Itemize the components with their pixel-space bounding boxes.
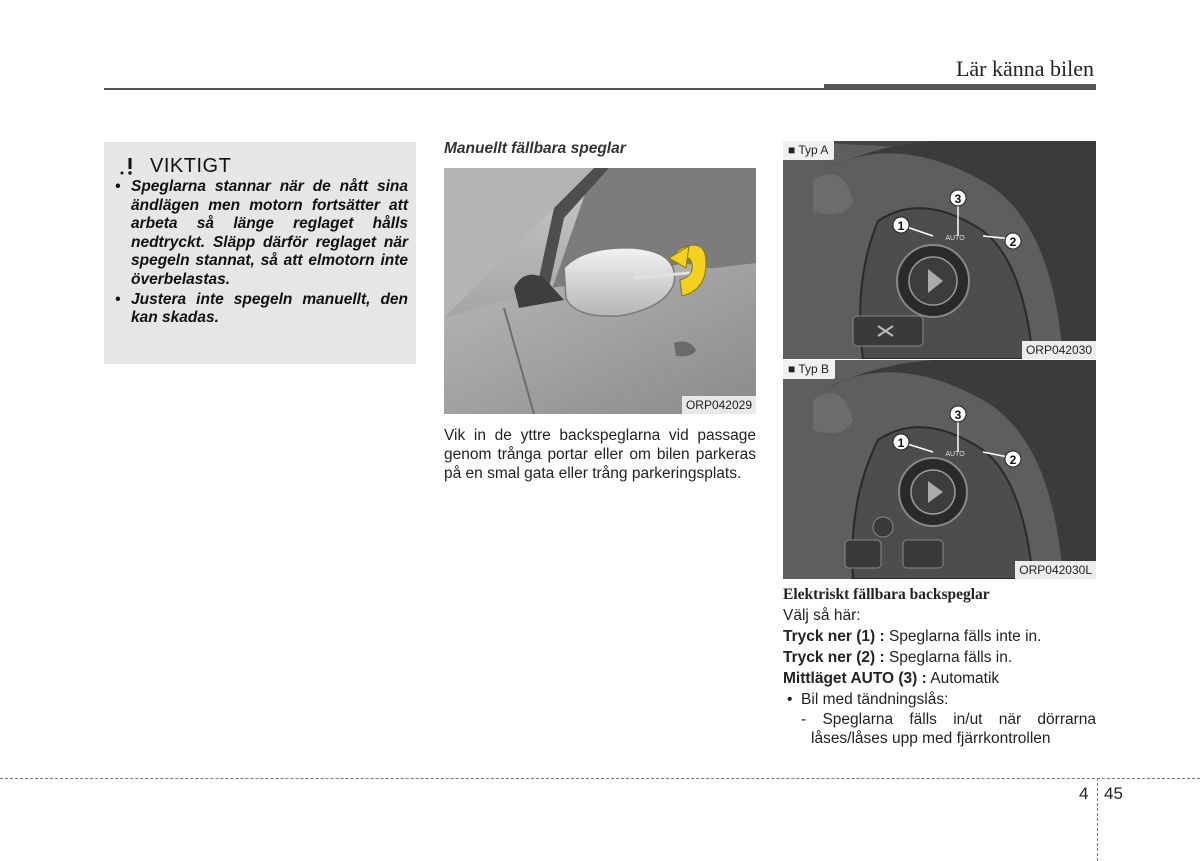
manual-mirrors-heading: Manuellt fällbara speglar [444,140,626,157]
auto-label: AUTO [945,235,965,242]
type-a-tag: ■ Typ A [783,141,834,160]
photo-code-a: ORP042030 [1022,341,1096,359]
mirror-photo [444,168,756,414]
instruction-line: Tryck ner (1) : Speglarna fälls inte in. [783,628,1042,645]
warning-item: • Justera inte spegeln manuellt, den kan skadas. [115,290,408,327]
callout-2: 2 [1009,235,1017,249]
switch-photo-type-b [783,359,1096,579]
page-header-title: Lär känna bilen [955,56,1094,81]
switch-photo-type-a [783,141,1096,359]
warning-box [104,142,416,364]
manual-mirrors-paragraph: Vik in de yttre backspeglarna vid passage genom trånga portar eller om bilen parkeras på en smal gata eller trång parkeringsplats. [444,427,756,482]
footer-divider [1097,778,1098,861]
page-number: 45 [1104,784,1123,803]
header-rule-accent [824,84,1096,90]
photo-code: ORP042029 [682,396,756,414]
auto-label: AUTO [945,451,965,458]
callout-1: 1 [897,436,905,450]
warning-icon [118,154,142,178]
instruction-line: Mittläget AUTO (3) : Automatik [783,670,1000,687]
type-b-tag: ■ Typ B [783,360,835,379]
warning-item: • Speglarna stannar när de nått sina ändlägen men motorn fortsätter att arbeta så länge reglaget hålls nedtryckt. Släpp därför reglaget när spegeln stannat, så att elmotorn inte överbelastas. [115,178,408,288]
warning-header [118,154,231,178]
footer-rule [0,778,1200,779]
bullet-item: • Bil med tändningslås: [787,691,949,708]
instruction-line: Tryck ner (2) : Speglarna fälls in. [783,649,1013,666]
switch-illustration-b [783,360,1096,579]
mirror-illustration [444,168,756,414]
sub-item: - Speglarna fälls in/ut när dörrarna låses/låses upp med fjärrkontrollen [801,711,1097,747]
switch-illustration-a [783,141,1096,359]
warning-list [114,178,408,329]
chapter-number: 4 [1079,784,1089,803]
electric-intro: Välj så här: [783,607,861,624]
warning-title: VIKTIGT [150,154,232,177]
callout-2: 2 [1009,453,1017,467]
callout-3: 3 [954,408,962,422]
electric-mirrors-heading: Elektriskt fällbara backspeglar [783,586,990,603]
callout-1: 1 [897,219,905,233]
callout-3: 3 [954,192,962,206]
electric-mirrors-section [783,584,1096,748]
photo-code-b: ORP042030L [1015,561,1096,579]
